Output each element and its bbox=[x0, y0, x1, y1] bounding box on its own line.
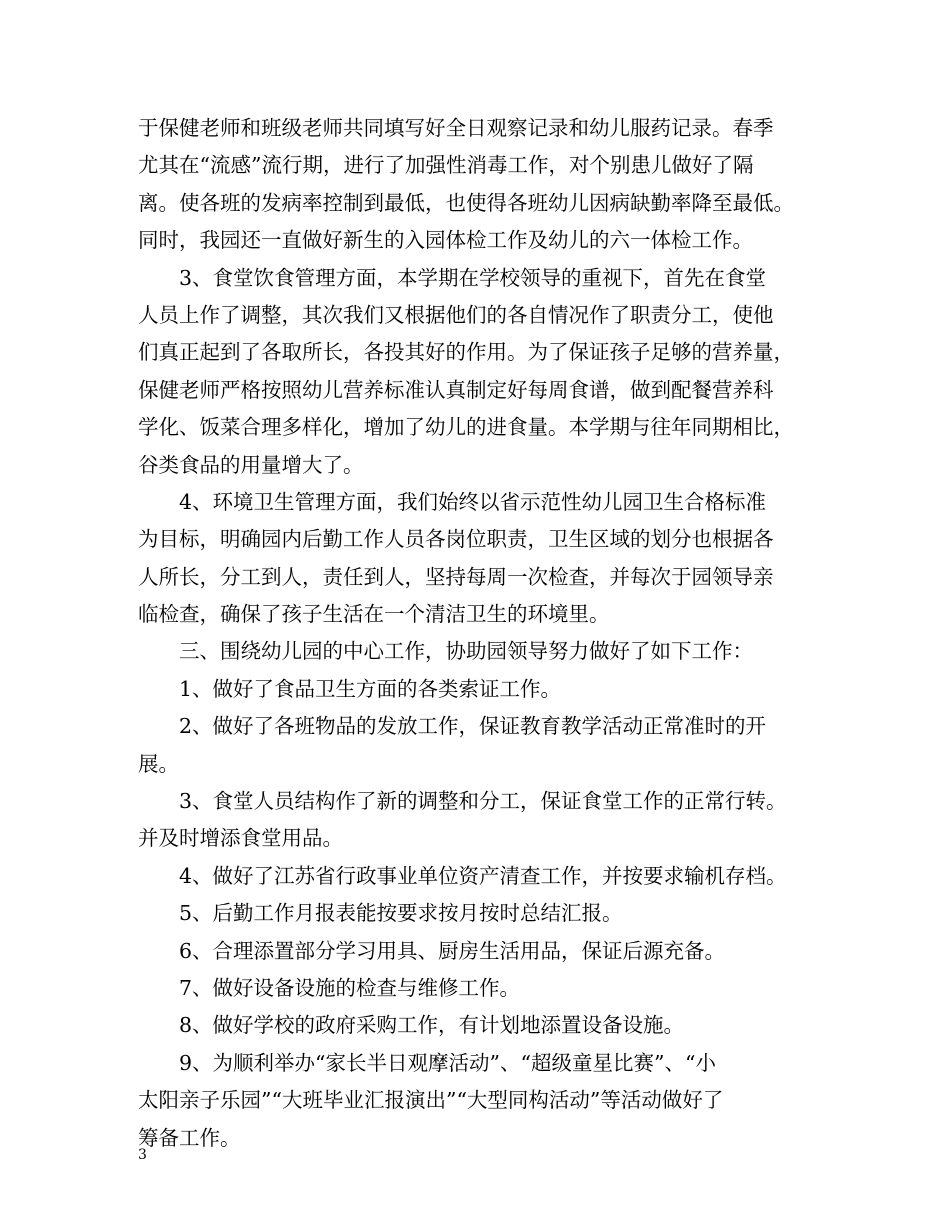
text-line: 谷类食品的用量增大了。 bbox=[138, 452, 364, 477]
text-line: 6、合理添置部分学习用具、厨房生活用品，保证后源充备。 bbox=[179, 938, 726, 963]
text-line: 并及时增添食堂用品。 bbox=[138, 826, 343, 851]
text-line: 9、为顺利举办“家长半日观摩活动”、“超级童星比赛”、“小 bbox=[179, 1050, 716, 1075]
body-text bbox=[138, 110, 828, 1157]
text-line: 1、做好了食品卫生方面的各类索证工作。 bbox=[179, 676, 562, 701]
text-line: 人所长，分工到人，责任到人，坚持每周一次检查，并每次于园领导亲 bbox=[138, 564, 774, 589]
page-number: 3 bbox=[138, 1147, 147, 1163]
text-line: 7、做好设备设施的检查与维修工作。 bbox=[179, 975, 521, 1000]
text-line: 离。使各班的发病率控制到最低，也使得各班幼儿因病缺勤率降至最低。 bbox=[138, 190, 794, 215]
text-line: 同时，我园还一直做好新生的入园体检工作及幼儿的六一体检工作。 bbox=[138, 228, 753, 253]
text-line: 保健老师严格按照幼儿营养标准认真制定好每周食谱，做到配餐营养科 bbox=[138, 377, 774, 402]
text-line: 筹备工作。 bbox=[138, 1125, 241, 1150]
text-line: 尤其在“流感”流行期，进行了加强性消毒工作，对个别患儿做好了隔 bbox=[138, 153, 754, 178]
text-line: 人员上作了调整，其次我们又根据他们的各自情况作了职责分工，使他 bbox=[138, 302, 774, 327]
text-line: 5、后勤工作月报表能按要求按月按时总结汇报。 bbox=[179, 901, 623, 926]
text-line: 3、食堂饮食管理方面，本学期在学校领导的重视下，首先在食堂 bbox=[179, 265, 767, 290]
text-line: 展。 bbox=[138, 751, 179, 776]
text-line: 临检查，确保了孩子生活在一个清洁卫生的环境里。 bbox=[138, 602, 610, 627]
text-line: 为目标，明确园内后勤工作人员各岗位职责，卫生区域的划分也根据各 bbox=[138, 527, 774, 552]
text-line: 4、环境卫生管理方面，我们始终以省示范性幼儿园卫生合格标准 bbox=[179, 489, 767, 514]
text-line: 4、做好了江苏省行政事业单位资产清查工作，并按要求输机存档。 bbox=[179, 863, 787, 888]
text-line: 三、围绕幼儿园的中心工作，协助园领导努力做好了如下工作： bbox=[179, 639, 753, 664]
text-line: 8、做好学校的政府采购工作，有计划地添置设备设施。 bbox=[179, 1013, 685, 1038]
text-line: 3、食堂人员结构作了新的调整和分工，保证食堂工作的正常行转。 bbox=[179, 789, 787, 814]
text-line: 太阳亲子乐园”“大班毕业汇报演出”“大型同构活动”等活动做好了 bbox=[138, 1088, 724, 1113]
text-line: 于保健老师和班级老师共同填写好全日观察记录和幼儿服药记录。春季 bbox=[138, 116, 774, 140]
text-line: 学化、饭菜合理多样化，增加了幼儿的进食量。本学期与往年同期相比， bbox=[138, 415, 794, 440]
text-line: 2、做好了各班物品的发放工作，保证教育教学活动正常准时的开 bbox=[179, 714, 767, 739]
text-line: 们真正起到了各取所长，各投其好的作用。为了保证孩子足够的营养量， bbox=[138, 340, 794, 365]
